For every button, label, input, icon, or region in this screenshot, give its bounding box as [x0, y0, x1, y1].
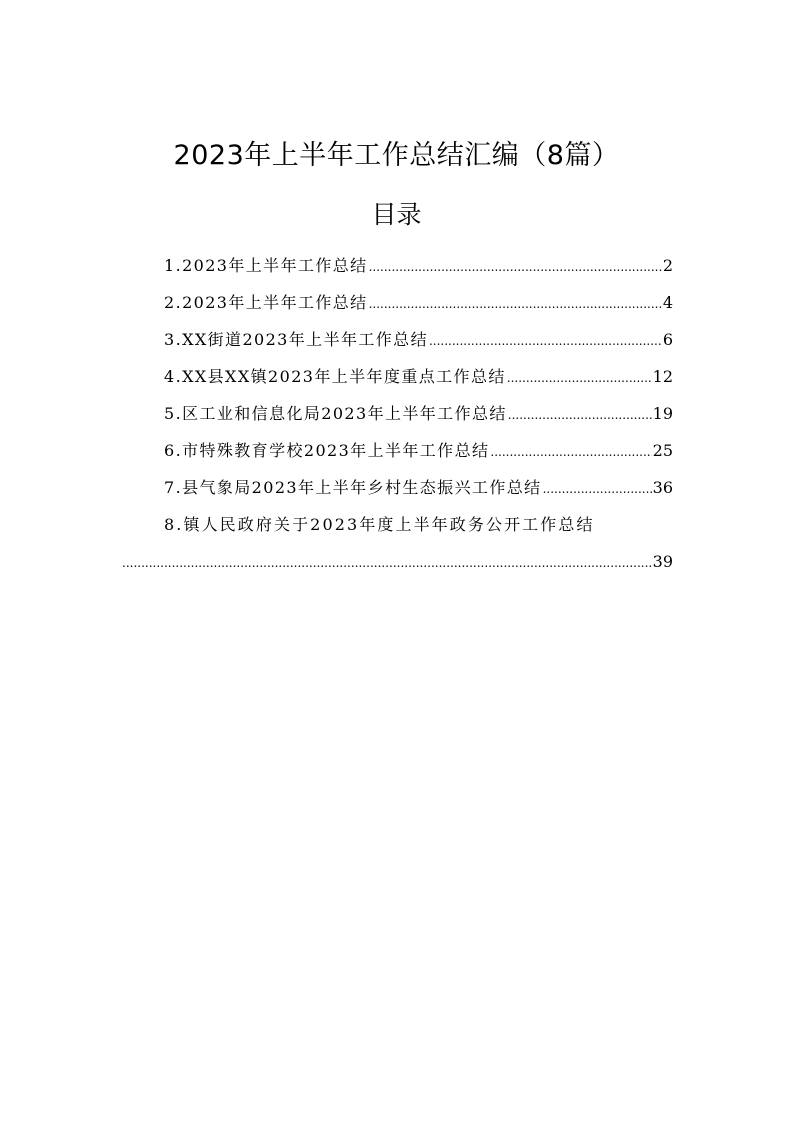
dot-leader — [369, 249, 662, 286]
dot-leader — [490, 434, 651, 471]
toc-page-number: 12 — [652, 367, 673, 386]
toc-heading: 目录 — [371, 200, 422, 229]
toc-entry-title: 1.2023年上半年工作总结 — [164, 256, 368, 275]
toc-entry[interactable] — [121, 432, 673, 469]
document-title: 2023年上半年工作总结汇编（8篇） — [173, 140, 620, 171]
dot-leader — [543, 471, 652, 508]
dot-leader — [507, 360, 652, 397]
toc-entry[interactable] — [121, 247, 673, 284]
toc-entry-title: 5.区工业和信息化局2023年上半年工作总结 — [164, 404, 507, 423]
toc-entry[interactable] — [121, 506, 673, 580]
toc-entry-title: 7.县气象局2023年上半年乡村生态振兴工作总结 — [164, 478, 542, 497]
toc-entry-continuation — [121, 543, 673, 580]
dot-leader — [429, 323, 662, 360]
dot-leader — [122, 545, 652, 582]
toc-entry[interactable] — [121, 469, 673, 506]
toc-entry-title: 4.XX县XX镇2023年上半年度重点工作总结 — [164, 367, 506, 386]
toc-entry[interactable] — [121, 321, 673, 358]
toc-page-number: 25 — [652, 441, 673, 460]
toc-page-number: 6 — [662, 330, 673, 349]
toc-entry[interactable] — [121, 358, 673, 395]
table-of-contents — [121, 247, 673, 580]
toc-page-number: 36 — [652, 478, 673, 497]
toc-entry-title: 3.XX街道2023年上半年工作总结 — [164, 330, 428, 349]
toc-page-number: 4 — [662, 293, 673, 312]
toc-page-number: 39 — [652, 552, 673, 571]
dot-leader — [508, 397, 652, 434]
dot-leader — [369, 286, 662, 323]
toc-page-number: 19 — [652, 404, 673, 423]
toc-entry[interactable] — [121, 284, 673, 321]
toc-entry[interactable] — [121, 395, 673, 432]
toc-entry-title: 6.市特殊教育学校2023年上半年工作总结 — [164, 441, 490, 460]
toc-entry-title: 8.镇人民政府关于2023年度上半年政务公开工作总结 — [164, 515, 595, 534]
toc-entry-title: 2.2023年上半年工作总结 — [164, 293, 368, 312]
toc-page-number: 2 — [662, 256, 673, 275]
